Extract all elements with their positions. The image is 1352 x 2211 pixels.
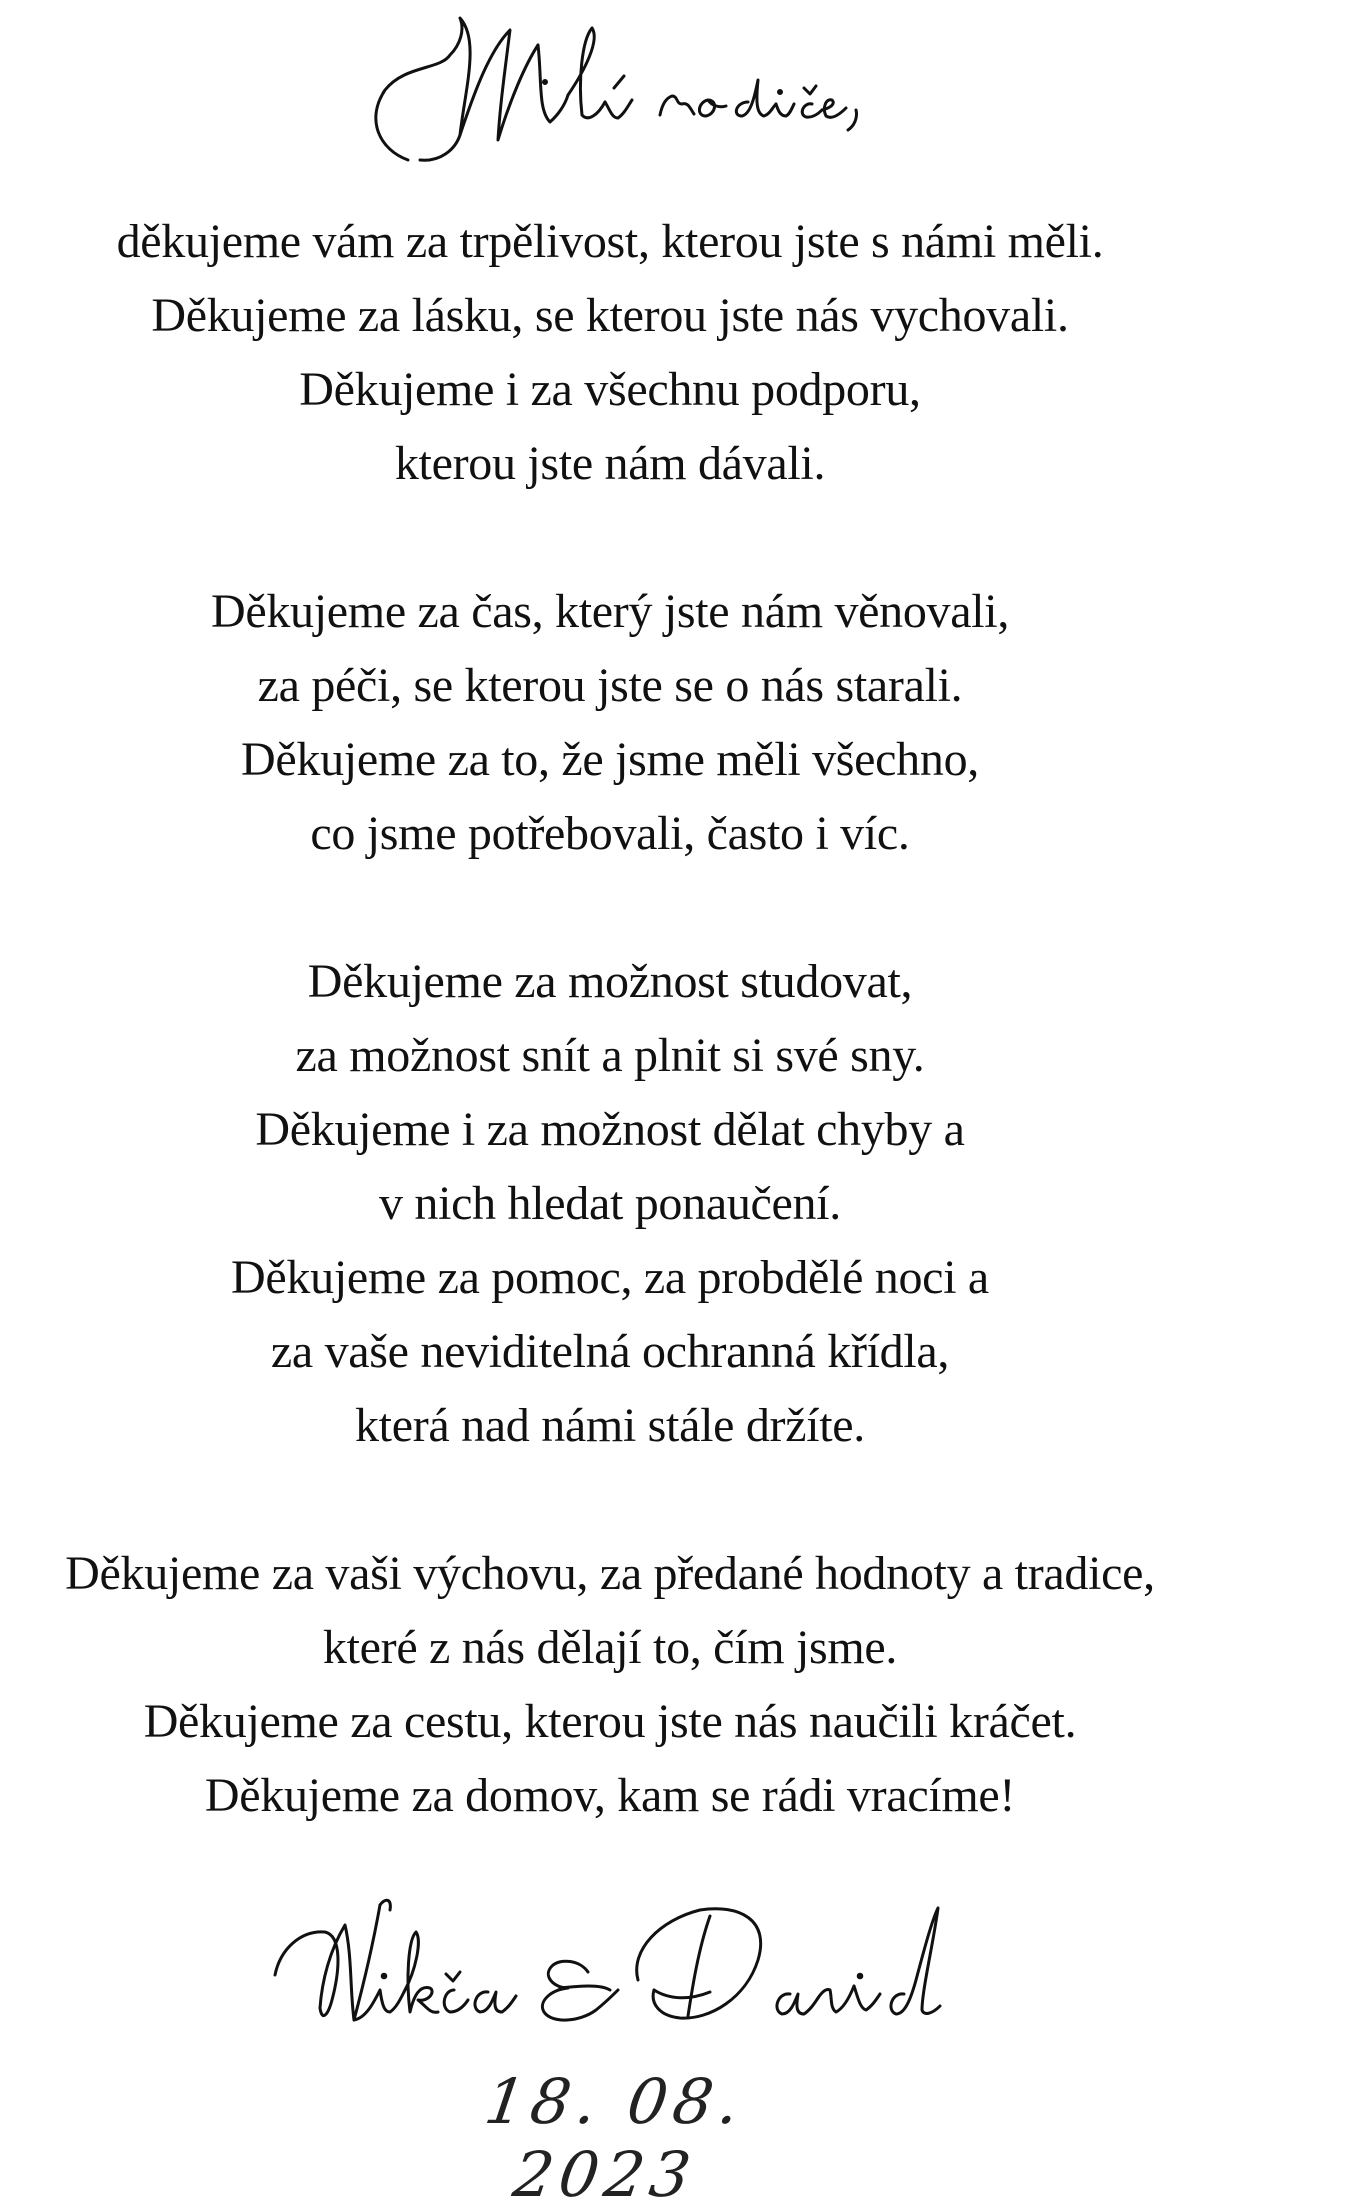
letter-line: co jsme potřebovali, často i víc. (310, 807, 910, 860)
letter-line: v nich hledat ponaučení. (379, 1177, 841, 1230)
stanza (0, 1537, 1220, 1833)
date: 18. 08. 2023 (480, 2065, 750, 2211)
letter-line: Děkujeme i za všechnu podporu, (299, 363, 921, 416)
letter-line: za péči, se kterou jste se o nás starali. (257, 659, 963, 712)
letter-line: Děkujeme za pomoc, za probdělé noci a (231, 1251, 989, 1304)
letter-line: Děkujeme za čas, který jste nám věnovali, (210, 585, 1010, 638)
signature-script-drawing (270, 1880, 960, 2040)
letter-line: Děkujeme za vaši výchovu, za předané hodnoty a tradice, (65, 1547, 1155, 1600)
greeting-heading (360, 10, 880, 175)
greeting-script-drawing (360, 10, 880, 175)
stanza (0, 945, 1220, 1463)
letter-line: Děkujeme i za možnost dělat chyby a (255, 1103, 965, 1156)
letter-line: za vaše neviditelná ochranná křídla, (270, 1325, 950, 1378)
letter-line: které z nás dělají to, čím jsme. (322, 1621, 898, 1674)
letter-line: za možnost snít a plnit si své sny. (295, 1029, 925, 1082)
letter-line: děkujeme vám za trpělivost, kterou jste s námi měli. (116, 215, 1104, 268)
letter-line: Děkujeme za to, že jsme měli všechno, (241, 733, 979, 786)
stanza (0, 205, 1220, 501)
letter-body (0, 205, 1220, 1833)
stanza (0, 575, 1220, 871)
letter-line: Děkujeme za cestu, kterou jste nás naučili kráčet. (143, 1695, 1077, 1748)
letter-line: která nad námi stále držíte. (354, 1399, 866, 1452)
letter-line: Děkujeme za domov, kam se rádi vracíme! (204, 1769, 1016, 1822)
letter-line: Děkujeme za lásku, se kterou jste nás vychovali. (151, 289, 1069, 342)
signature (270, 1880, 960, 2040)
letter-line: kterou jste nám dávali. (394, 437, 826, 490)
letter-line: Děkujeme za možnost studovat, (307, 955, 913, 1008)
